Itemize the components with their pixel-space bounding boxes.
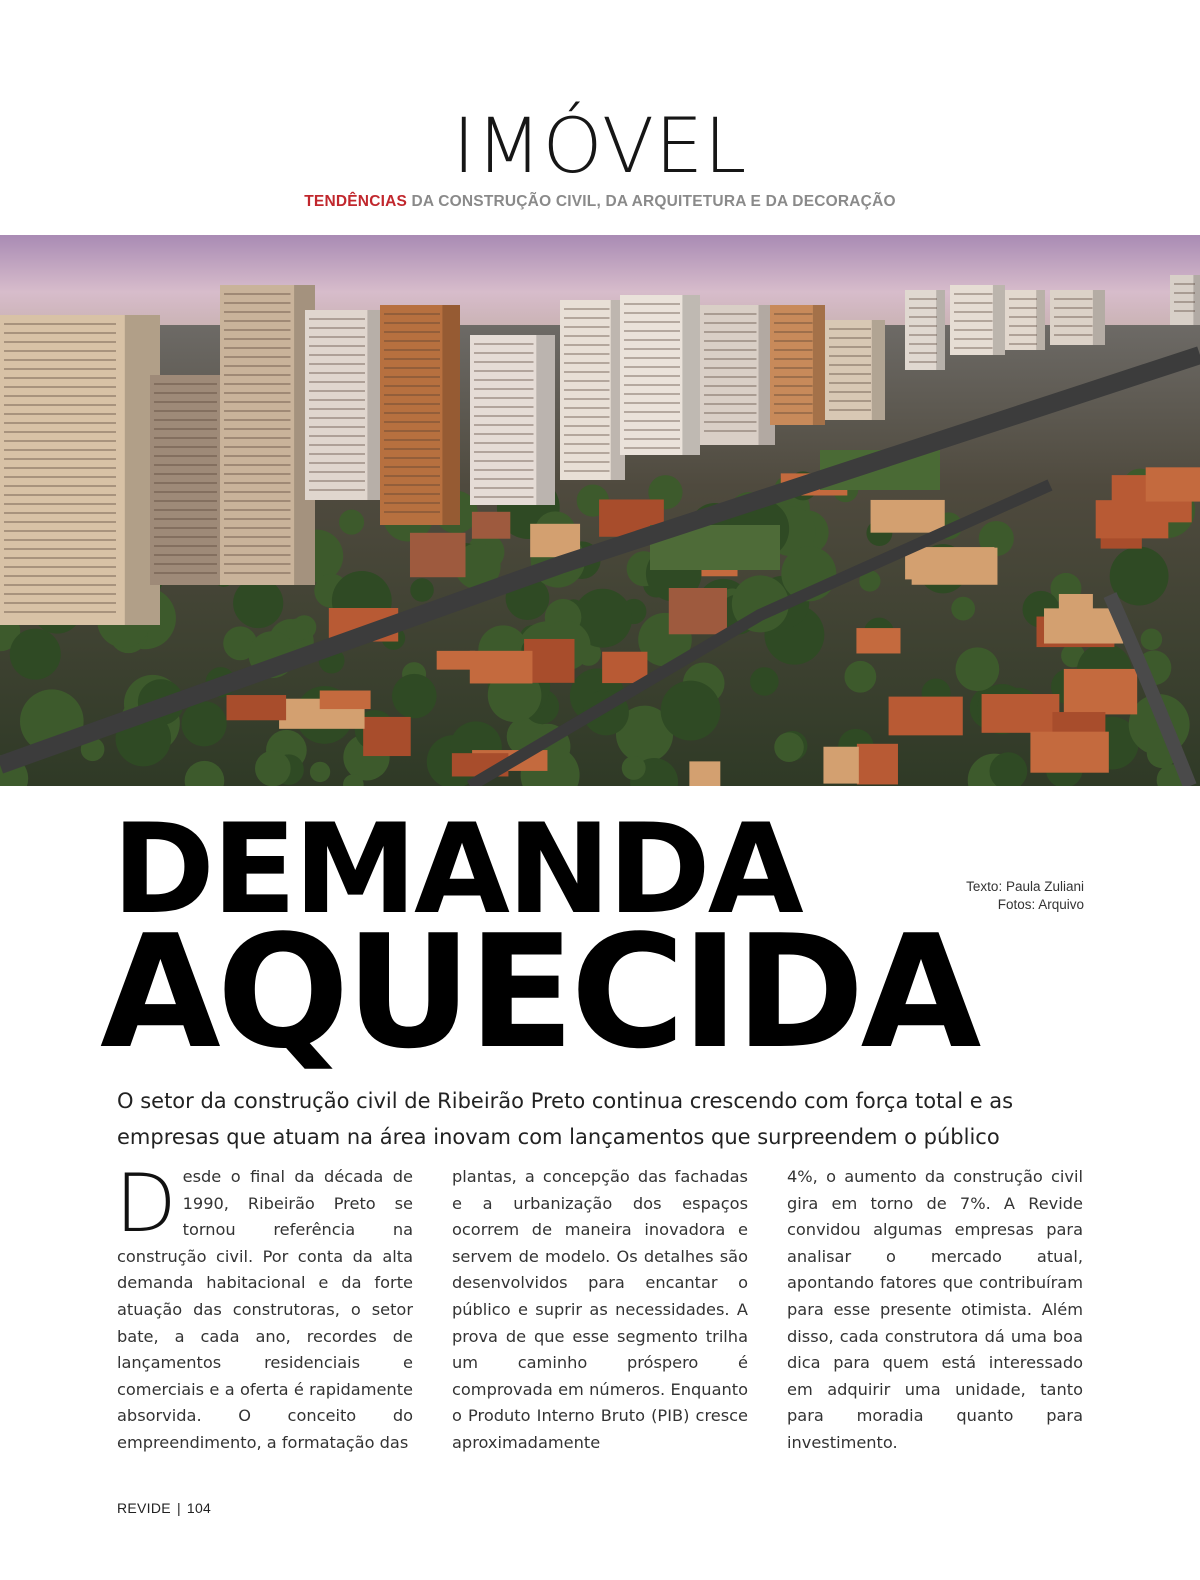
section-title: IMÓVEL [452, 101, 748, 190]
tree [255, 751, 291, 786]
house-roof [689, 761, 720, 786]
body-column-3 [787, 1164, 1083, 1457]
house-roof [856, 628, 900, 653]
tower [470, 335, 555, 505]
column-3-text: 4%, o aumento da construção civil gira em torno de 7%. A Revide convidou algumas empresas para analisar o mercado atual, apontando fatores que contribuíram para esse presente otimista. Além disso, cada construtora dá uma boa dica para quem está interessado em adquirir uma unidade, tanto para moradia quanto para investimento. [787, 1167, 1083, 1452]
tower [220, 285, 315, 585]
house-roof [871, 500, 945, 533]
tower [905, 290, 945, 370]
hero-photo [0, 235, 1200, 786]
house-roof [363, 717, 411, 756]
tree [286, 618, 309, 641]
tower [1050, 290, 1105, 345]
tree [310, 762, 330, 782]
tree [661, 681, 721, 741]
tree [410, 578, 434, 602]
column-2-text: plantas, a concepção das fachadas e a urbanização dos espaços ocorrem de maneira inovadora e servem de modelo. Os detalhes são desenvolvidos para encantar o público e suprir as necessidades. A prova de que esse segmento trilha um caminho próspero é comprovada em números. Enquanto o Produto Interno Bruto (PIB) cresce aproximadamente [452, 1167, 748, 1452]
tower [770, 305, 825, 425]
tree [750, 667, 779, 696]
page-footer [117, 1500, 211, 1516]
tree [392, 674, 437, 719]
drop-cap: D [115, 1157, 177, 1250]
credits [966, 878, 1084, 914]
tower [305, 310, 385, 500]
body-column-2 [452, 1164, 748, 1457]
tower [0, 315, 160, 625]
tower [700, 305, 775, 445]
house-roof [982, 694, 1060, 733]
headline-line-1: DEMANDA [112, 798, 801, 942]
house-roof [227, 695, 287, 720]
house-roof [823, 747, 858, 784]
house-roof [470, 651, 533, 684]
subtitle-rest: DA CONSTRUÇÃO CIVIL, DA ARQUITETURA E DA DECORAÇÃO [407, 193, 896, 210]
lead-line-1: O setor da construção civil de Ribeirão Preto continua crescendo com força total e as [117, 1089, 1014, 1113]
tower [1005, 290, 1045, 350]
house-roof [437, 651, 476, 670]
tower [380, 305, 460, 525]
credit-text: Texto: Paula Zuliani [966, 879, 1084, 894]
column-1-text: esde o final da década de 1990, Ribeirão Preto se tornou referência na construção civil. Por conta da alta demanda habitacional e da forte atuação das construtoras, o setor bate, a cada ano, recordes de lançamentos residenciais e comerciais e a oferta é rapidamente absorvida. O conceito do empreendimento, a formatação das [117, 1167, 413, 1452]
city-aerial-illustration [0, 235, 1200, 786]
house-roof [1064, 669, 1137, 714]
house-roof [857, 744, 898, 785]
house-roof [905, 547, 994, 579]
house-roof [472, 512, 510, 539]
footer-separator: | [176, 1500, 181, 1516]
house-roof [1096, 500, 1169, 538]
tree [951, 597, 975, 621]
page-number: 104 [186, 1500, 212, 1516]
tree [844, 661, 876, 693]
house-roof [669, 588, 727, 634]
lead-line-2: empresas que atuam na área inovam com lançamentos que surpreendem o público [117, 1125, 1000, 1149]
tree [955, 647, 999, 691]
body-column-1 [115, 1157, 413, 1457]
tree [181, 701, 226, 746]
section-subtitle [0, 193, 1200, 211]
magazine-name: REVIDE [117, 1500, 171, 1516]
tree [339, 510, 364, 535]
house-roof [320, 691, 371, 710]
house-roof [889, 697, 963, 736]
tree [1141, 629, 1163, 651]
tree [10, 629, 61, 680]
house-roof [602, 652, 647, 683]
house-roof [1146, 467, 1200, 501]
tree [774, 732, 804, 762]
tree [233, 578, 283, 628]
headline-line-2: AQUECIDA [100, 901, 978, 1083]
tower [950, 285, 1005, 355]
tower [1170, 275, 1200, 325]
tree [1110, 547, 1169, 606]
tower [620, 295, 700, 455]
tower [825, 320, 885, 420]
tree [622, 756, 646, 780]
house-roof [410, 533, 466, 577]
credit-photos: Fotos: Arquivo [997, 897, 1084, 912]
subtitle-accent: TENDÊNCIAS [304, 193, 408, 210]
lead-paragraph [117, 1083, 1097, 1155]
house-roof [1030, 732, 1108, 773]
tower [560, 300, 625, 480]
